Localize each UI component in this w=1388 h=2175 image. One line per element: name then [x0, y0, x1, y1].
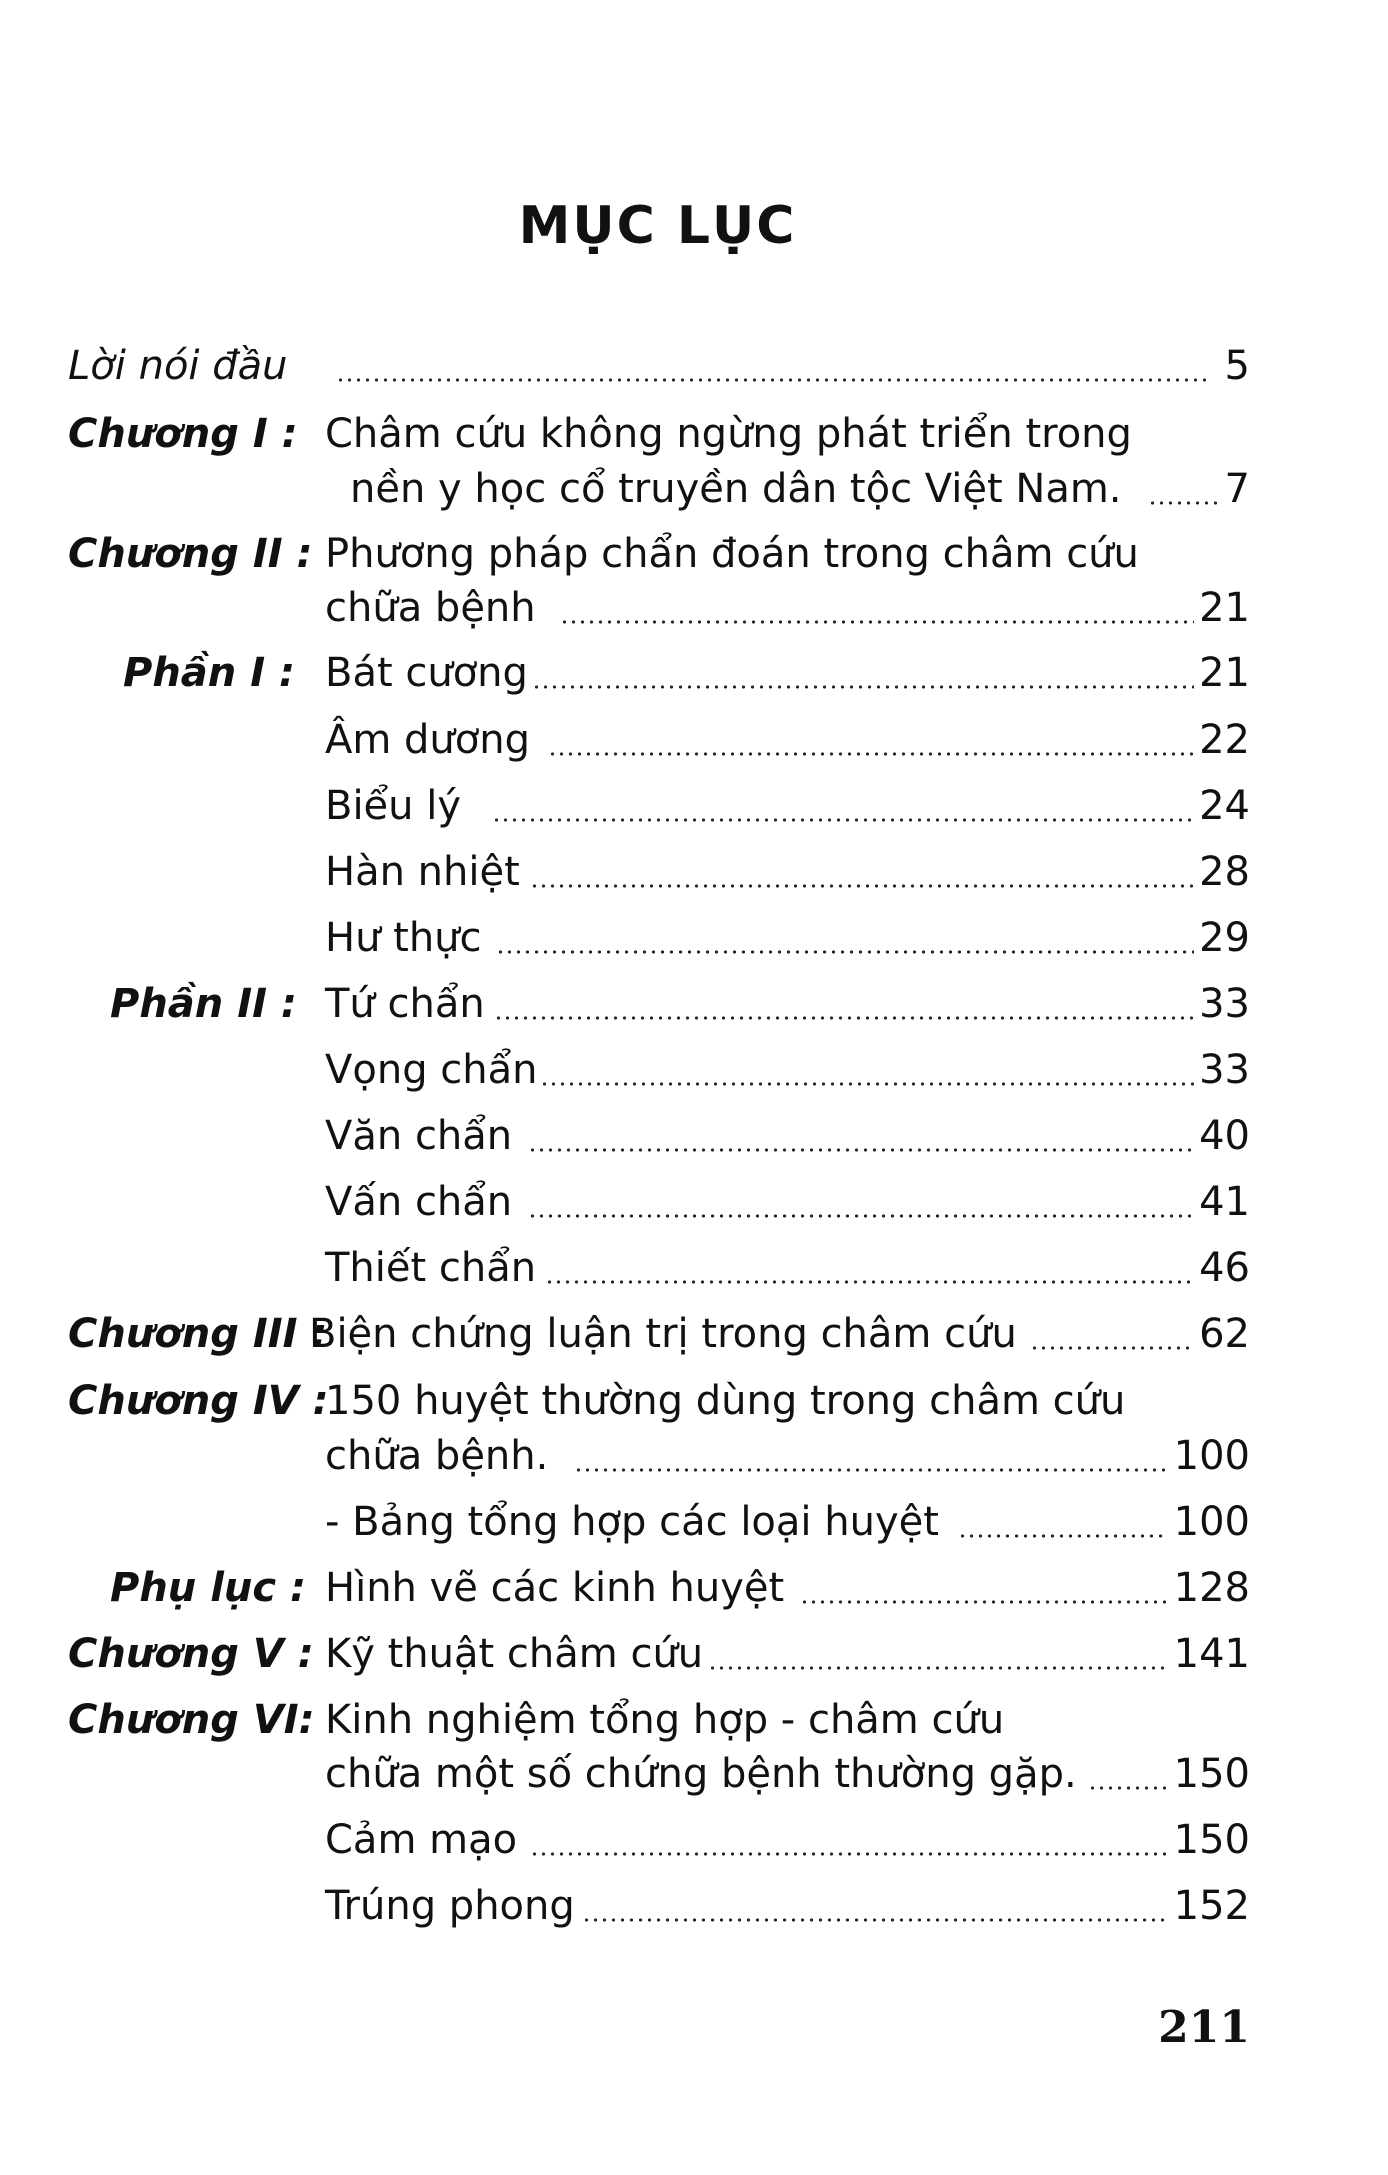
- entry-title: Vọng chẩn: [325, 1047, 538, 1093]
- toc-entry: [0, 1692, 1388, 1748]
- toc-entry: [0, 712, 1388, 768]
- leader-dots: [545, 1280, 1194, 1284]
- entry-page: 46: [1199, 1245, 1250, 1291]
- leader-dots: [958, 1534, 1166, 1538]
- entry-label: Phần I :: [123, 650, 295, 696]
- entry-label: Chương VI:: [68, 1697, 315, 1743]
- entry-title: Biện chứng luận trị trong châm cứu: [309, 1311, 1017, 1357]
- entry-title: - Bảng tổng hợp các loại huyệt: [325, 1499, 939, 1545]
- page-number: 211: [1158, 2002, 1250, 2053]
- entry-label: Phần II :: [110, 981, 297, 1027]
- entry-title: Kinh nghiệm tổng hợp - châm cứu: [325, 1697, 1005, 1743]
- leader-dots: [1088, 1786, 1166, 1790]
- toc-entry: [0, 1494, 1388, 1550]
- entry-title: Tứ chẩn: [325, 981, 485, 1027]
- entry-title: Châm cứu không ngừng phát triển trong: [325, 411, 1132, 457]
- toc-entry: [0, 1878, 1388, 1934]
- leader-dots: [548, 752, 1194, 756]
- toc-entry: [0, 976, 1388, 1032]
- entry-title: Văn chẩn: [325, 1113, 513, 1159]
- entry-title: Trúng phong: [325, 1883, 575, 1929]
- entry-page: 128: [1173, 1565, 1250, 1611]
- entry-label: Chương IV :: [68, 1378, 329, 1424]
- toc-entry: [0, 1174, 1388, 1230]
- leader-dots: [532, 685, 1194, 689]
- leader-dots: [1030, 1346, 1194, 1350]
- leader-dots: [336, 378, 1206, 382]
- entry-title-cont: chữa bệnh.: [325, 1433, 549, 1479]
- leader-dots: [1148, 501, 1218, 505]
- toc-entry-cont: [0, 1746, 1388, 1802]
- entry-label: Chương I :: [68, 411, 298, 457]
- toc-entry: [0, 1240, 1388, 1296]
- entry-page: 141: [1173, 1631, 1250, 1677]
- toc-entry: [0, 1042, 1388, 1098]
- entry-title: 150 huyệt thường dùng trong châm cứu: [325, 1378, 1126, 1424]
- toc-entry-cont: [0, 461, 1388, 517]
- toc-entry: [0, 1373, 1388, 1429]
- toc-entry: [0, 844, 1388, 900]
- entry-page: 33: [1199, 1047, 1250, 1093]
- toc-entry: [0, 338, 1388, 394]
- entry-title: Hàn nhiệt: [325, 849, 520, 895]
- toc-entry: [0, 645, 1388, 701]
- entry-label: Chương V :: [68, 1631, 314, 1677]
- entry-page: 150: [1173, 1817, 1250, 1863]
- leader-dots: [528, 1214, 1194, 1218]
- toc-entry: [0, 1306, 1388, 1362]
- leader-dots: [530, 884, 1194, 888]
- entry-title-cont: nền y học cổ truyền dân tộc Việt Nam.: [350, 466, 1122, 512]
- entry-page: 100: [1173, 1433, 1250, 1479]
- entry-title: Âm dương: [325, 717, 530, 763]
- toc-entry: [0, 406, 1388, 462]
- entry-label: Phụ lục :: [110, 1565, 307, 1611]
- leader-dots: [494, 1016, 1194, 1020]
- leader-dots: [530, 1852, 1166, 1856]
- entry-page: 24: [1199, 783, 1250, 829]
- entry-title: Hư thực: [325, 915, 482, 961]
- entry-title: Vấn chẩn: [325, 1179, 513, 1225]
- entry-title-cont: chữa một số chứng bệnh thường gặp.: [325, 1751, 1077, 1797]
- entry-page: 62: [1199, 1311, 1250, 1357]
- entry-title: Phương pháp chẩn đoán trong châm cứu: [325, 531, 1139, 577]
- entry-title: Kỹ thuật châm cứu: [325, 1631, 704, 1677]
- toc-entry: [0, 1560, 1388, 1616]
- entry-page: 21: [1199, 585, 1250, 631]
- entry-label: Lời nói đầu: [68, 343, 288, 389]
- entry-page: 150: [1173, 1751, 1250, 1797]
- entry-page: 41: [1199, 1179, 1250, 1225]
- entry-title: Bát cương: [325, 650, 528, 696]
- toc-entry: [0, 1812, 1388, 1868]
- toc-entry: [0, 778, 1388, 834]
- toc-entry: [0, 526, 1388, 582]
- entry-title: Biểu lý: [325, 783, 462, 829]
- toc-entry-cont: [0, 1428, 1388, 1484]
- entry-page: 5: [1224, 343, 1250, 389]
- entry-page: 7: [1224, 466, 1250, 512]
- leader-dots: [496, 950, 1194, 954]
- leader-dots: [574, 1468, 1166, 1472]
- entry-title: Hình vẽ các kinh huyệt: [325, 1565, 785, 1611]
- entry-title: Thiết chẩn: [325, 1245, 537, 1291]
- entry-label: Chương II :: [68, 531, 313, 577]
- leader-dots: [582, 1918, 1166, 1922]
- toc-entry-cont: [0, 580, 1388, 636]
- leader-dots: [492, 818, 1194, 822]
- entry-page: 152: [1173, 1883, 1250, 1929]
- entry-page: 40: [1199, 1113, 1250, 1159]
- entry-label: Chương III :: [68, 1311, 328, 1357]
- entry-title: Cảm mạo: [325, 1817, 518, 1863]
- page-title: MỤC LỤC: [518, 196, 797, 256]
- leader-dots: [528, 1148, 1194, 1152]
- entry-page: 29: [1199, 915, 1250, 961]
- leader-dots: [560, 620, 1194, 624]
- entry-page: 100: [1173, 1499, 1250, 1545]
- toc-entry: [0, 1626, 1388, 1682]
- entry-page: 22: [1199, 717, 1250, 763]
- entry-page: 28: [1199, 849, 1250, 895]
- entry-page: 33: [1199, 981, 1250, 1027]
- entry-page: 21: [1199, 650, 1250, 696]
- entry-title-cont: chữa bệnh: [325, 585, 536, 631]
- leader-dots: [800, 1600, 1166, 1604]
- leader-dots: [708, 1666, 1166, 1670]
- leader-dots: [540, 1082, 1194, 1086]
- toc-entry: [0, 910, 1388, 966]
- toc-entry: [0, 1108, 1388, 1164]
